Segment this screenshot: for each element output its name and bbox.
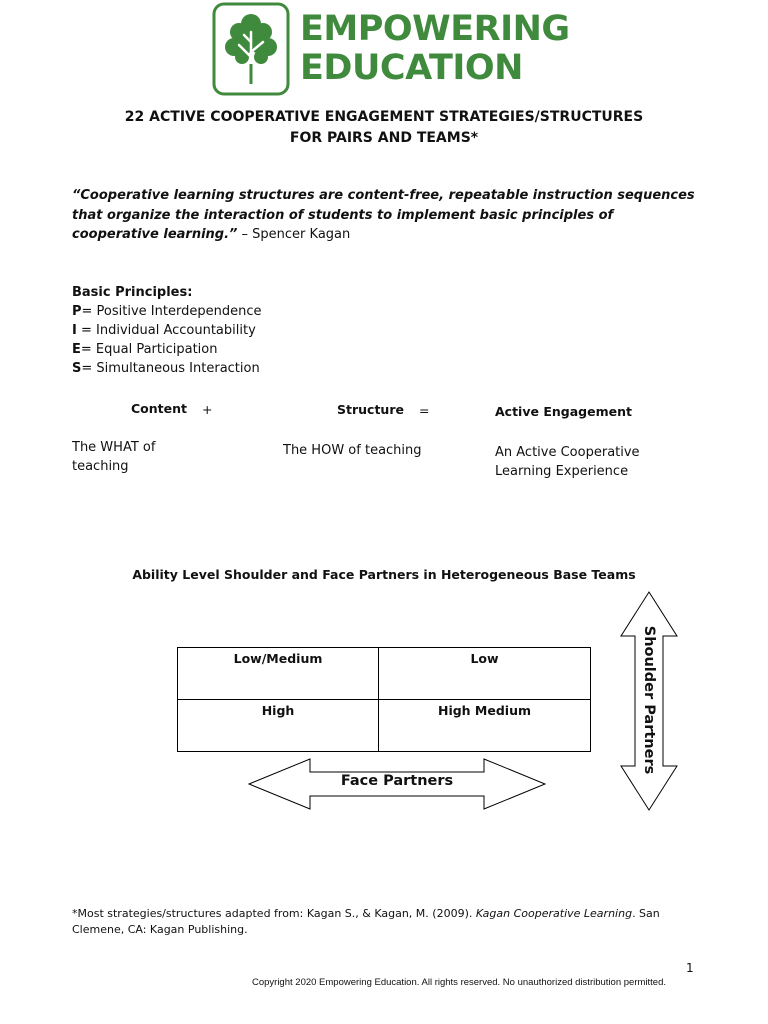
face-partners-label: Face Partners — [340, 773, 454, 789]
copyright-notice: Copyright 2020 Empowering Education. All rights reserved. No unauthorized distribution permitted. — [251, 977, 666, 988]
shoulder-partners-label: Shoulder Partners — [641, 625, 657, 775]
brand-name-line2: EDUCATION — [300, 48, 523, 88]
partners-table — [177, 647, 591, 752]
principle-text: = Simultaneous Interaction — [81, 361, 260, 376]
structure-heading: Structure — [337, 402, 404, 417]
title-line2: FOR PAIRS AND TEAMS* — [289, 130, 479, 146]
principle-item — [72, 359, 261, 378]
page-number: 1 — [686, 961, 694, 975]
table-cell: Low — [379, 648, 591, 700]
principle-letter: P — [72, 304, 82, 319]
principle-item — [72, 340, 261, 359]
quote-attribution: – Spencer Kagan — [237, 227, 351, 242]
content-description — [72, 438, 155, 476]
content-desc-line2: teaching — [72, 459, 129, 474]
result-description — [495, 443, 640, 481]
table-cell: High Medium — [379, 700, 591, 752]
result-desc-line1: An Active Cooperative — [495, 445, 640, 460]
principle-letter: S — [72, 361, 82, 376]
tree-logo-icon — [212, 2, 290, 96]
quote-text: “Cooperative learning structures are content-free, repeatable instruction sequences that organize the interaction of students to implement basic principles of cooperative learning.” — [72, 188, 695, 242]
principle-text: = Individual Accountability — [76, 323, 256, 338]
equals-sign: = — [419, 403, 430, 418]
result-desc-line2: Learning Experience — [495, 464, 629, 479]
basic-principles — [72, 283, 261, 378]
table-row — [178, 648, 591, 700]
content-heading: Content — [131, 401, 187, 416]
partners-title: Ability Level Shoulder and Face Partners in Heterogeneous Base Teams — [132, 567, 636, 582]
principle-text: = Equal Participation — [80, 342, 218, 357]
footnote — [72, 906, 712, 938]
principle-letter: E — [72, 342, 81, 357]
footnote-suffix: . San Clemene, CA: Kagan Publishing. — [72, 907, 660, 936]
principles-heading: Basic Principles: — [72, 285, 193, 300]
table-cell: High — [178, 700, 379, 752]
principle-item — [72, 302, 261, 321]
kagan-quote — [72, 186, 702, 245]
plus-sign: + — [202, 402, 213, 417]
table-row — [178, 700, 591, 752]
table-cell: Low/Medium — [178, 648, 379, 700]
title-line1: 22 ACTIVE COOPERATIVE ENGAGEMENT STRATEGIES/STRUCTURES — [124, 109, 644, 125]
principle-letter: I — [72, 323, 77, 338]
footnote-prefix: *Most strategies/structures adapted from: Kagan S., & Kagan, M. (2009). — [72, 907, 476, 920]
structure-description: The HOW of teaching — [283, 443, 422, 458]
footnote-book: Kagan Cooperative Learning — [475, 907, 633, 920]
page-title — [0, 107, 768, 149]
principle-item — [72, 321, 261, 340]
principle-text: = Positive Interdependence — [81, 304, 262, 319]
result-heading: Active Engagement — [495, 404, 632, 419]
brand-name-line1: EMPOWERING — [300, 9, 570, 49]
content-desc-line1: The WHAT of — [72, 440, 156, 455]
